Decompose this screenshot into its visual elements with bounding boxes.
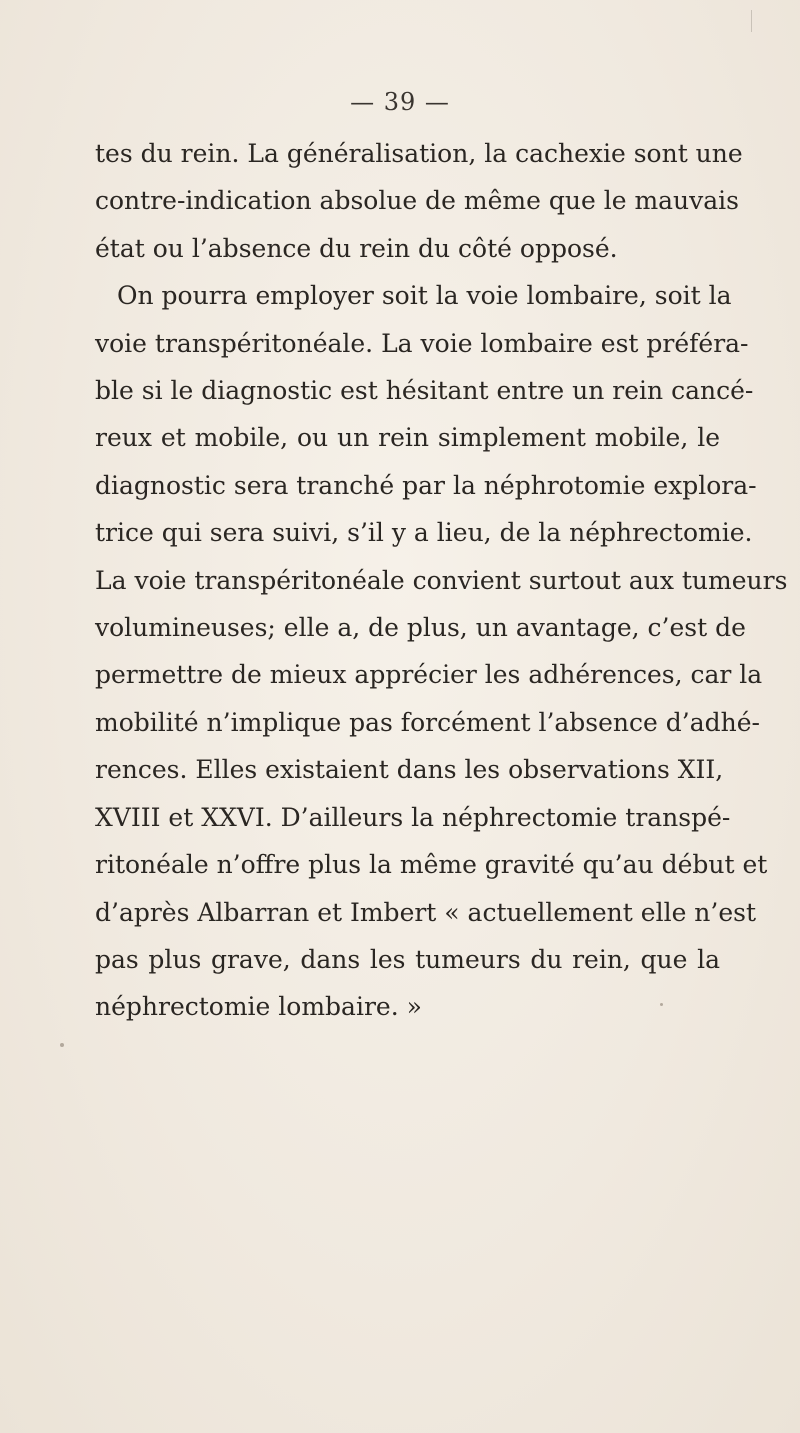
ink-speck bbox=[660, 1003, 663, 1006]
text-line: La voie transpéritonéale convient surtout aux tumeurs bbox=[95, 565, 788, 595]
text-line: reux et mobile, ou un rein simplement mobile, le bbox=[95, 423, 720, 453]
scan-margin-mark bbox=[751, 10, 758, 32]
text-line: pas plus grave, dans les tumeurs du rein, que la bbox=[95, 944, 720, 974]
text-line: état ou l’absence du rein du côté opposé. bbox=[95, 233, 618, 263]
text-line: rences. Elles existaient dans les observations XII, bbox=[95, 755, 724, 785]
text-line: mobilité n’implique pas forcément l’absence d’adhé- bbox=[95, 707, 760, 737]
page-number: — 39 — bbox=[350, 88, 450, 116]
text-line: trice qui sera suivi, s’il y a lieu, de la néphrectomie. bbox=[95, 518, 753, 548]
text-line: permettre de mieux apprécier les adhérences, car la bbox=[95, 660, 763, 690]
text-line: néphrectomie lombaire. » bbox=[95, 992, 422, 1022]
ink-speck bbox=[60, 1043, 64, 1047]
text-line: diagnostic sera tranché par la néphrotomie explora- bbox=[95, 470, 757, 500]
text-line: contre-indication absolue de même que le mauvais bbox=[95, 186, 740, 216]
text-line: On pourra employer soit la voie lombaire, soit la bbox=[117, 281, 732, 311]
body-text bbox=[95, 130, 788, 1031]
text-line: ritonéale n’offre plus la même gravité qu’au début et bbox=[95, 850, 768, 880]
text-line: tes du rein. La généralisation, la cachexie sont une bbox=[95, 139, 743, 168]
text-line: d’après Albarran et Imbert « actuellement elle n’est bbox=[95, 897, 757, 927]
text-line: voie transpéritonéale. La voie lombaire est préféra- bbox=[95, 328, 749, 358]
text-line: volumineuses; elle a, de plus, un avantage, c’est de bbox=[95, 613, 746, 643]
text-line: ble si le diagnostic est hésitant entre un rein cancé- bbox=[95, 376, 754, 406]
text-line: XVIII et XXVI. D’ailleurs la néphrectomie transpé- bbox=[95, 802, 731, 832]
